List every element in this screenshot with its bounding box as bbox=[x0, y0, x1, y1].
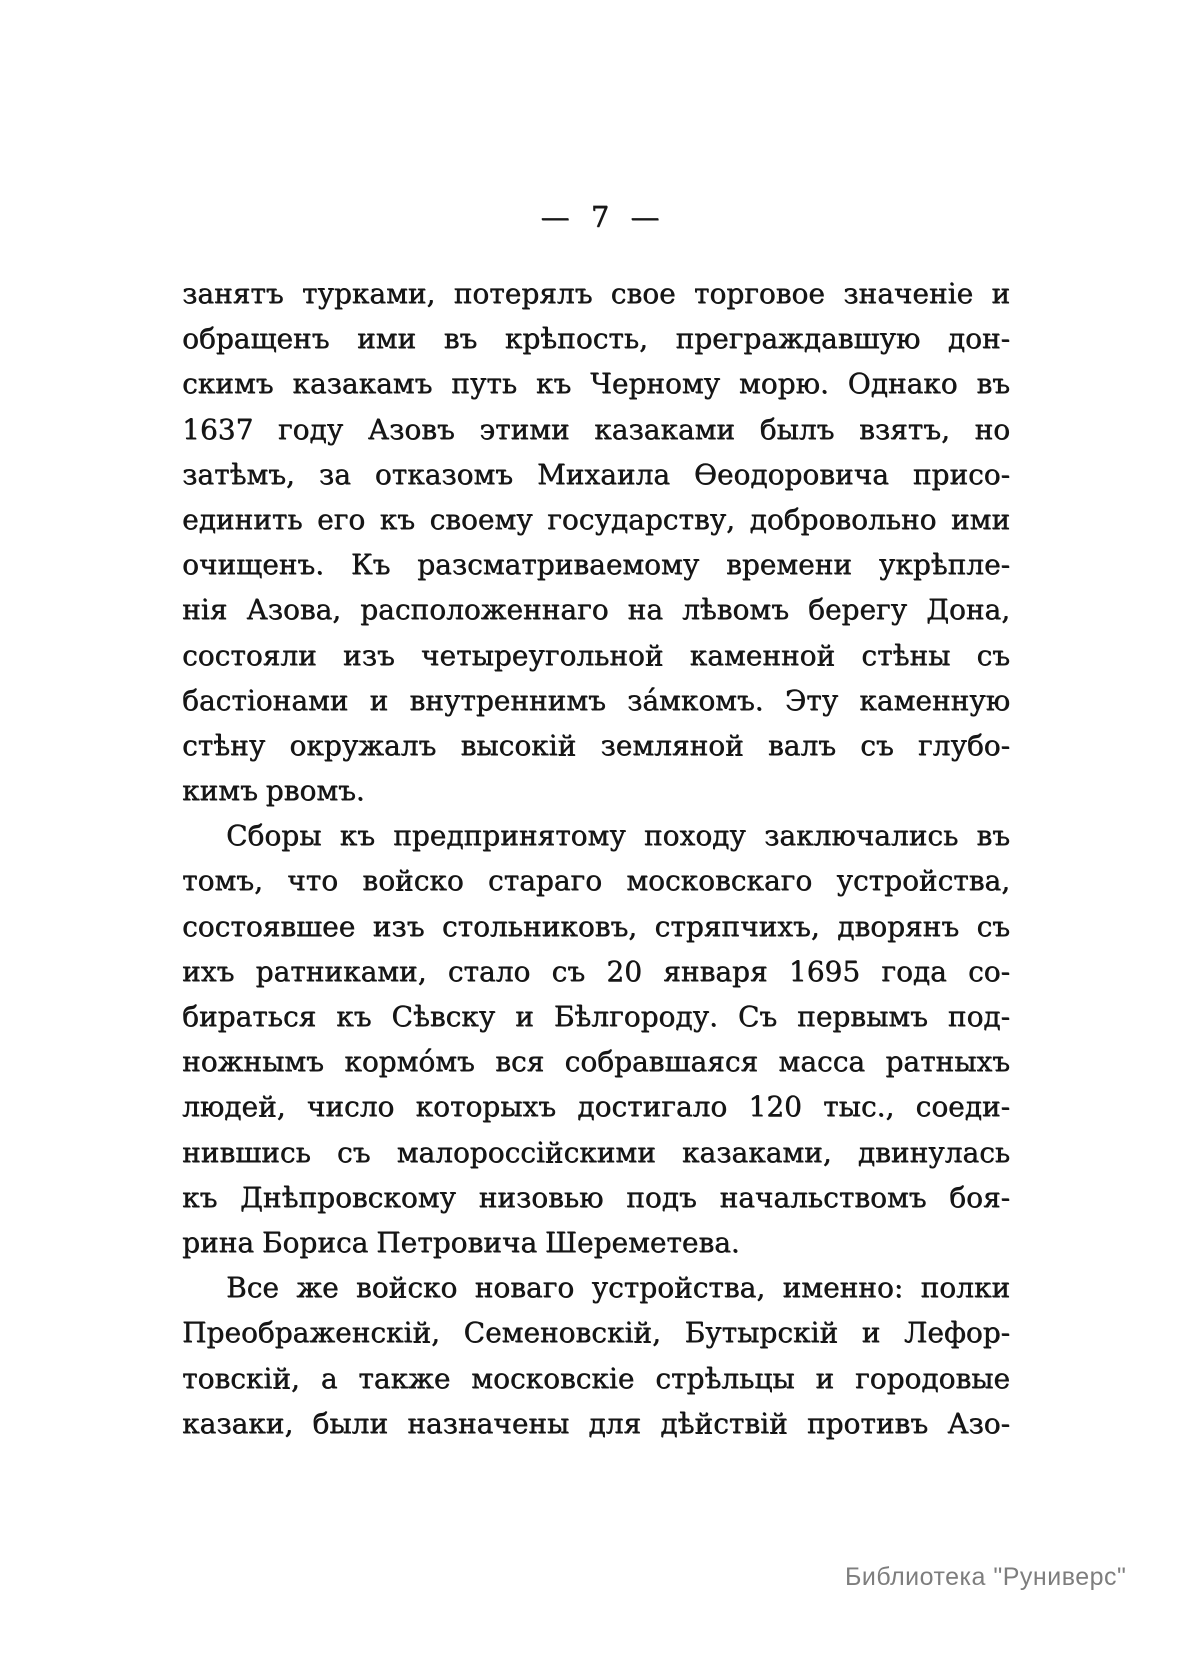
page-number: — 7 — bbox=[540, 200, 660, 234]
text-line: занятъ турками, потерялъ свое торговое значеніе и bbox=[182, 277, 1010, 310]
text-line: единить его къ своему государству, добровольно ими bbox=[182, 502, 1010, 536]
text-line: бираться къ Сѣвску и Бѣлгороду. Съ первымъ под- bbox=[182, 1000, 1010, 1033]
text-line: Сборы къ предпринятому походу заключались въ bbox=[226, 819, 1010, 853]
text-line: скимъ казакамъ путь къ Черному морю. Однако въ bbox=[182, 367, 1010, 401]
text-line: 1637 году Азовъ этими казаками былъ взятъ, но bbox=[182, 412, 1010, 446]
text-line: состоявшее изъ стольниковъ, стряпчихъ, дворянъ съ bbox=[182, 909, 1010, 943]
text-line: томъ, что войско стараго московскаго устройства, bbox=[182, 864, 1010, 898]
text-line: ихъ ратниками, стало съ 20 января 1695 года со- bbox=[182, 954, 1010, 988]
text-line: бастіонами и внутреннимъ за́мкомъ. Эту каменную bbox=[182, 683, 1010, 717]
text-line: состояли изъ четыреугольной каменной стѣны съ bbox=[182, 638, 1010, 672]
text-line: Все же войско новаго устройства, именно: полки bbox=[226, 1271, 1010, 1305]
text-line: очищенъ. Къ разсматриваемому времени укрѣпле- bbox=[182, 548, 1010, 582]
text-line: казаки, были назначены для дѣйствій противъ Азо- bbox=[182, 1406, 1010, 1440]
text-line: товскій, а также московскіе стрѣльцы и городовые bbox=[182, 1361, 1010, 1395]
text-line: Преображенскій, Семеновскій, Бутырскій и Лефор- bbox=[182, 1316, 1010, 1350]
text-line: затѣмъ, за отказомъ Михаила Ѳеодоровича присо- bbox=[182, 457, 1010, 491]
text-line: рина Бориса Петровича Шереметева. bbox=[182, 1225, 740, 1259]
text-line: кимъ рвомъ. bbox=[182, 774, 365, 808]
text-line: людей, число которыхъ достигало 120 тыс., соеди- bbox=[182, 1090, 1010, 1124]
text-line: нія Азова, расположеннаго на лѣвомъ берегу Дона, bbox=[182, 593, 1010, 627]
text-block bbox=[182, 271, 1010, 1446]
text-line: нившись съ малороссійскими казаками, двинулась bbox=[182, 1135, 1010, 1169]
text-line: ножнымъ кормо́мъ вся собравшаяся масса ратныхъ bbox=[182, 1045, 1010, 1079]
text-line: обращенъ ими въ крѣпость, преграждавшую дон- bbox=[182, 322, 1010, 356]
library-watermark: Библиотека "Руниверс" bbox=[845, 1563, 1127, 1591]
text-line: къ Днѣпровскому низовью подъ начальствомъ боя- bbox=[182, 1180, 1010, 1214]
text-line: стѣну окружалъ высокій земляной валъ съ глубо- bbox=[182, 728, 1010, 762]
